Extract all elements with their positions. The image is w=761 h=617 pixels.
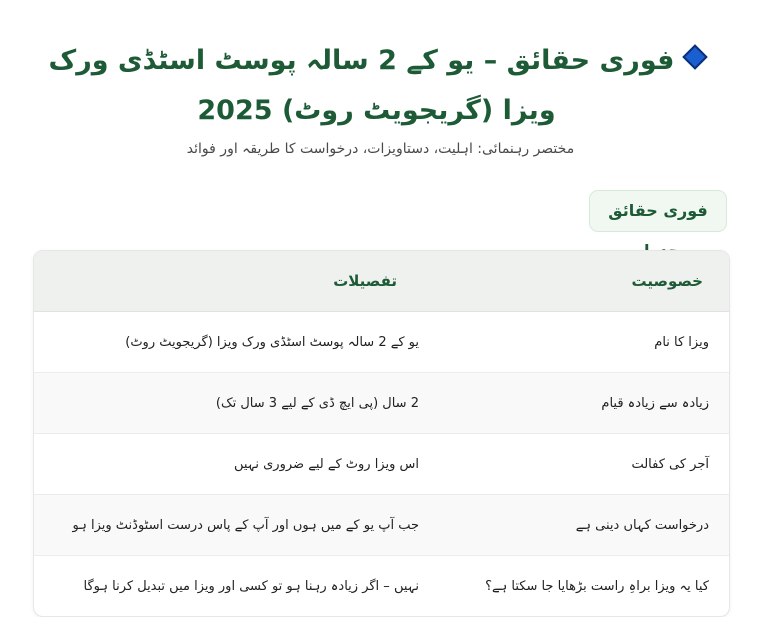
table-header-row bbox=[34, 251, 729, 312]
page-title bbox=[20, 36, 733, 136]
cell-feature: ویزا کا نام bbox=[449, 312, 729, 373]
cell-feature: آجر کی کفالت bbox=[449, 434, 729, 495]
section-heading: فوری حقائق bbox=[589, 190, 727, 232]
table-row bbox=[34, 434, 729, 495]
cell-feature: کیا یہ ویزا براہِ راست بڑھایا جا سکتا ہے؟ bbox=[485, 578, 709, 594]
cell-details: اس ویزا روٹ کے لیے ضروری نہیں bbox=[34, 434, 449, 495]
page-title-text: فوری حقائق – یو کے 2 سالہ پوسٹ اسٹڈی ورک ویزا (گریجویٹ روٹ) 2025 bbox=[48, 45, 675, 126]
table-row bbox=[34, 495, 729, 556]
cell-details: یو کے 2 سالہ پوسٹ اسٹڈی ورک ویزا (گریجویٹ روٹ) bbox=[34, 312, 449, 373]
cell-details: جب آپ یو کے میں ہوں اور آپ کے پاس درست اسٹوڈنٹ ویزا ہو bbox=[34, 495, 449, 556]
table-row bbox=[34, 312, 729, 373]
cell-details: 2 سال (پی ایچ ڈی کے لیے 3 سال تک) bbox=[34, 373, 449, 434]
page-subtitle: مختصر رہنمائی: اہلیت، دستاویزات، درخواست کا طریقہ اور فوائد bbox=[186, 141, 575, 157]
header-feature: خصوصیت bbox=[449, 251, 729, 312]
cell-feature: درخواست کہاں دینی ہے bbox=[449, 495, 729, 556]
table-row bbox=[34, 373, 729, 434]
diamond-icon bbox=[683, 44, 708, 69]
header-details: تفصیلات bbox=[34, 251, 449, 312]
cell-details: نہیں – اگر زیادہ رہنا ہو تو کسی اور ویزا میں تبدیل کرنا ہوگا bbox=[83, 578, 419, 594]
cell-feature: زیادہ سے زیادہ قیام bbox=[449, 373, 729, 434]
table-row bbox=[34, 556, 729, 617]
quick-facts-table bbox=[34, 251, 729, 616]
quick-facts-table-card bbox=[33, 250, 730, 617]
